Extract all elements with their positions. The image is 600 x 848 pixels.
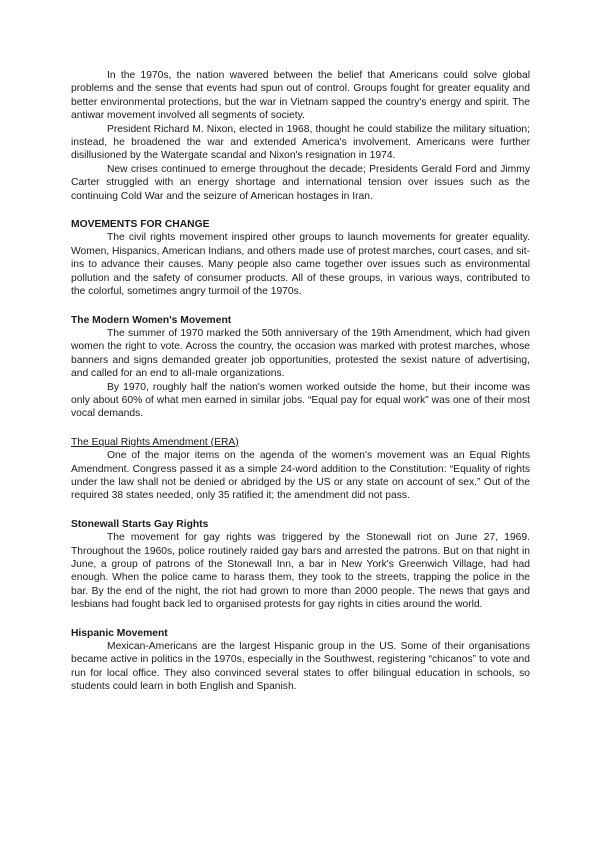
stonewall-paragraph-1: The movement for gay rights was triggered by the Stonewall riot on June 27, 1969. Throughout the 1960s, police routinely raided gay bars and arrested the patrons. But on that night in June, a group of patrons of the Stonewall Inn, a bar in New York's Greenwich Village, had had enough. When the police came to harass them, they took to the streets, trapping the police in the bar. By the end of the night, the riot had grown to more than 2000 people. The news that gays and lesbians had fought back led to organised protests for gay rights in cities around the world. — [71, 532, 530, 611]
womens-movement-section — [71, 314, 530, 421]
era-paragraph-1: One of the major items on the agenda of the women's movement was an Equal Rights Amendment. Congress passed it as a simple 24-word addition to the Constitution: “Equality of rights under the law shall not be denied or abridged by the US or any state on account of sex.” Out of the required 38 states needed, only 35 ratified it; the amendment did not pass. — [71, 450, 530, 502]
hispanic-section — [71, 627, 530, 694]
movements-heading: MOVEMENTS FOR CHANGE — [71, 219, 210, 231]
womens-paragraph-1: The summer of 1970 marked the 50th anniversary of the 19th Amendment, which had given women the right to vote. Across the country, the occasion was marked with protest marches, whose banners and signs demanded greater job opportunities, protested the sexist nature of advertising, and called for an end to all-male organizations. — [71, 327, 530, 380]
stonewall-section — [71, 518, 530, 612]
womens-paragraph-2: By 1970, roughly half the nation's women worked outside the home, but their income was only about 60% of what men earned in similar jobs. “Equal pay for equal work” was one of their most vocal demands. — [71, 381, 530, 420]
intro-paragraph-1: In the 1970s, the nation wavered between the belief that Americans could solve global problems and the sense that events had spun out of control. Groups fought for greater equality and better environmental protections, but the war in Vietnam sapped the country's energy and spirit. The antiwar movement involved all segments of society. — [71, 70, 530, 122]
stonewall-heading: Stonewall Starts Gay Rights — [71, 518, 209, 530]
intro-paragraph-3: New crises continued to emerge throughout the decade; Presidents Gerald Ford and Jimmy Carter struggled with an energy shortage and international tension over issues such as the continuing Cold War and the seizure of American hostages in Iran. — [71, 163, 530, 202]
hispanic-paragraph-1: Mexican-Americans are the largest Hispanic group in the US. Some of their organisations became active in politics in the 1970s, especially in the Southwest, registering “chicanos” to vote and run for local office. They also convinced several states to offer bilingual education in schools, so students could learn in both English and Spanish. — [71, 641, 530, 693]
era-section — [71, 436, 530, 503]
era-heading: The Equal Rights Amendment (ERA) — [71, 436, 239, 448]
intro-paragraph-2: President Richard M. Nixon, elected in 1968, thought he could stabilize the military situation; instead, he broadened the war and extended America's involvement. Americans were further disillusioned by the Watergate scandal and Nixon's resignation in 1974. — [71, 123, 530, 162]
document-page — [71, 69, 530, 694]
movements-paragraph-1: The civil rights movement inspired other groups to launch movements for greater equality. Women, Hispanics, American Indians, and others made use of protest marches, court cases, and sit-ins to advance their causes. Many people also came together over issues such as environmental pollution and the safety of consumer products. All of these groups, in various ways, contributed to the colorful, sometimes angry turmoil of the 1970s. — [71, 232, 530, 298]
movements-section — [71, 218, 530, 298]
womens-movement-heading: The Modern Women's Movement — [71, 314, 232, 326]
intro-section — [71, 69, 530, 203]
hispanic-heading: Hispanic Movement — [71, 627, 168, 639]
